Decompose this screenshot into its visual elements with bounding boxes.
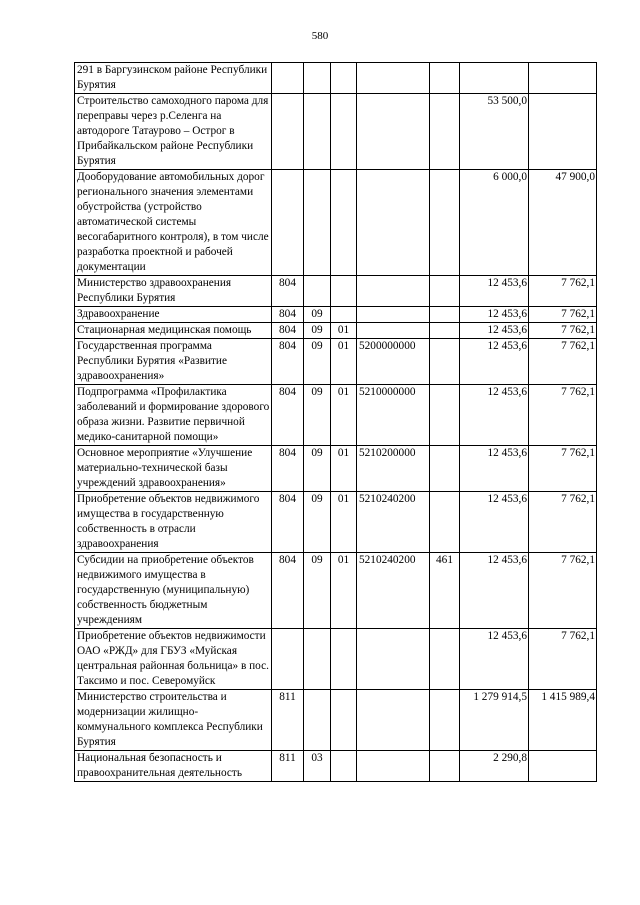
amount-year2-cell: 7 762,1: [529, 339, 597, 385]
expense-type-cell: [430, 339, 460, 385]
subsection-code-cell: [331, 751, 357, 782]
amount-year1-cell: 2 290,8: [460, 751, 529, 782]
subsection-code-cell: 01: [331, 385, 357, 446]
amount-year1-cell: 12 453,6: [460, 385, 529, 446]
amount-year2-cell: [529, 63, 597, 94]
target-code-cell: 5210200000: [357, 446, 430, 492]
ministry-code-cell: 811: [272, 751, 304, 782]
amount-year2-cell: 7 762,1: [529, 629, 597, 690]
expense-type-cell: [430, 63, 460, 94]
budget-table: [74, 62, 597, 782]
subsection-code-cell: 01: [331, 553, 357, 629]
amount-year1-cell: 12 453,6: [460, 492, 529, 553]
target-code-cell: [357, 629, 430, 690]
amount-year2-cell: 7 762,1: [529, 323, 597, 339]
row-name-cell: Национальная безопасность и правоохранительная деятельность: [75, 751, 272, 782]
expense-type-cell: [430, 170, 460, 276]
target-code-cell: [357, 94, 430, 170]
target-code-cell: 5200000000: [357, 339, 430, 385]
row-name-cell: Государственная программа Республики Бурятия «Развитие здравоохранения»: [75, 339, 272, 385]
table-row: [75, 690, 597, 751]
table-row: [75, 94, 597, 170]
row-name-cell: Дооборудование автомобильных дорог регионального значения элементами обустройства (устройство автоматической системы весогабаритного контроля), в том числе разработка проектной и рабочей документации: [75, 170, 272, 276]
section-code-cell: 09: [304, 492, 331, 553]
row-name-cell: Основное мероприятие «Улучшение материально-технической базы учреждений здравоохранения»: [75, 446, 272, 492]
section-code-cell: 09: [304, 385, 331, 446]
amount-year1-cell: 12 453,6: [460, 307, 529, 323]
expense-type-cell: [430, 276, 460, 307]
amount-year1-cell: 12 453,6: [460, 339, 529, 385]
subsection-code-cell: [331, 276, 357, 307]
section-code-cell: 09: [304, 339, 331, 385]
expense-type-cell: [430, 492, 460, 553]
row-name-cell: Подпрограмма «Профилактика заболеваний и формирование здорового образа жизни. Развитие первичной медико-санитарной помощи»: [75, 385, 272, 446]
row-name-cell: Стационарная медицинская помощь: [75, 323, 272, 339]
row-name-cell: Приобретение объектов недвижимости ОАО «РЖД» для ГБУЗ «Муйская центральная районная больница» в пос. Таксимо и пос. Северомуйск: [75, 629, 272, 690]
section-code-cell: [304, 276, 331, 307]
amount-year1-cell: 6 000,0: [460, 170, 529, 276]
expense-type-cell: [430, 385, 460, 446]
expense-type-cell: [430, 629, 460, 690]
subsection-code-cell: [331, 94, 357, 170]
section-code-cell: 09: [304, 307, 331, 323]
expense-type-cell: [430, 323, 460, 339]
target-code-cell: [357, 276, 430, 307]
table-row: [75, 629, 597, 690]
table-row: [75, 339, 597, 385]
row-name-cell: 291 в Баргузинском районе Республики Бурятия: [75, 63, 272, 94]
amount-year2-cell: [529, 751, 597, 782]
subsection-code-cell: 01: [331, 339, 357, 385]
row-name-cell: Строительство самоходного парома для переправы через р.Селенга на автодороге Татаурово – Острог в Прибайкальском районе Республики Бурятия: [75, 94, 272, 170]
amount-year2-cell: 7 762,1: [529, 276, 597, 307]
row-name-cell: Министерство здравоохранения Республики Бурятия: [75, 276, 272, 307]
row-name-cell: Приобретение объектов недвижимого имущества в государственную собственность в отрасли здравоохранения: [75, 492, 272, 553]
ministry-code-cell: 804: [272, 323, 304, 339]
table-row: [75, 492, 597, 553]
table-row: [75, 63, 597, 94]
amount-year2-cell: 7 762,1: [529, 553, 597, 629]
amount-year1-cell: 12 453,6: [460, 446, 529, 492]
ministry-code-cell: 804: [272, 276, 304, 307]
subsection-code-cell: [331, 170, 357, 276]
subsection-code-cell: [331, 690, 357, 751]
amount-year1-cell: 12 453,6: [460, 276, 529, 307]
table-row: [75, 553, 597, 629]
subsection-code-cell: [331, 307, 357, 323]
amount-year2-cell: 7 762,1: [529, 492, 597, 553]
row-name-cell: Министерство строительства и модернизации жилищно-коммунального комплекса Республики Бурятия: [75, 690, 272, 751]
expense-type-cell: [430, 690, 460, 751]
amount-year1-cell: [460, 63, 529, 94]
section-code-cell: 09: [304, 323, 331, 339]
ministry-code-cell: 804: [272, 446, 304, 492]
table-row: [75, 323, 597, 339]
subsection-code-cell: [331, 629, 357, 690]
table-row: [75, 446, 597, 492]
ministry-code-cell: [272, 629, 304, 690]
section-code-cell: 09: [304, 553, 331, 629]
subsection-code-cell: 01: [331, 323, 357, 339]
target-code-cell: [357, 323, 430, 339]
page-number: 580: [311, 30, 329, 42]
table-row: [75, 751, 597, 782]
ministry-code-cell: [272, 94, 304, 170]
table-row: [75, 170, 597, 276]
table-row: [75, 385, 597, 446]
table-row: [75, 307, 597, 323]
row-name-cell: Субсидии на приобретение объектов недвижимого имущества в государственную (муниципальную) собственность бюджетным учреждениям: [75, 553, 272, 629]
section-code-cell: 03: [304, 751, 331, 782]
amount-year1-cell: 12 453,6: [460, 629, 529, 690]
subsection-code-cell: 01: [331, 492, 357, 553]
amount-year2-cell: [529, 94, 597, 170]
section-code-cell: 09: [304, 446, 331, 492]
ministry-code-cell: 804: [272, 492, 304, 553]
target-code-cell: 5210240200: [357, 492, 430, 553]
expense-type-cell: [430, 751, 460, 782]
target-code-cell: [357, 63, 430, 94]
section-code-cell: [304, 690, 331, 751]
budget-table-body: [75, 63, 597, 782]
amount-year2-cell: 47 900,0: [529, 170, 597, 276]
target-code-cell: [357, 170, 430, 276]
ministry-code-cell: 804: [272, 553, 304, 629]
expense-type-cell: [430, 307, 460, 323]
amount-year1-cell: 12 453,6: [460, 553, 529, 629]
section-code-cell: [304, 94, 331, 170]
section-code-cell: [304, 170, 331, 276]
row-name-cell: Здравоохранение: [75, 307, 272, 323]
amount-year1-cell: 53 500,0: [460, 94, 529, 170]
subsection-code-cell: 01: [331, 446, 357, 492]
ministry-code-cell: 811: [272, 690, 304, 751]
amount-year1-cell: 1 279 914,5: [460, 690, 529, 751]
target-code-cell: [357, 307, 430, 323]
section-code-cell: [304, 629, 331, 690]
target-code-cell: [357, 751, 430, 782]
ministry-code-cell: 804: [272, 385, 304, 446]
amount-year1-cell: 12 453,6: [460, 323, 529, 339]
subsection-code-cell: [331, 63, 357, 94]
amount-year2-cell: 7 762,1: [529, 385, 597, 446]
table-row: [75, 276, 597, 307]
ministry-code-cell: [272, 170, 304, 276]
ministry-code-cell: 804: [272, 339, 304, 385]
ministry-code-cell: [272, 63, 304, 94]
amount-year2-cell: 7 762,1: [529, 446, 597, 492]
section-code-cell: [304, 63, 331, 94]
amount-year2-cell: 1 415 989,4: [529, 690, 597, 751]
expense-type-cell: [430, 94, 460, 170]
target-code-cell: 5210000000: [357, 385, 430, 446]
amount-year2-cell: 7 762,1: [529, 307, 597, 323]
expense-type-cell: [430, 446, 460, 492]
expense-type-cell: 461: [430, 553, 460, 629]
target-code-cell: [357, 690, 430, 751]
ministry-code-cell: 804: [272, 307, 304, 323]
target-code-cell: 5210240200: [357, 553, 430, 629]
